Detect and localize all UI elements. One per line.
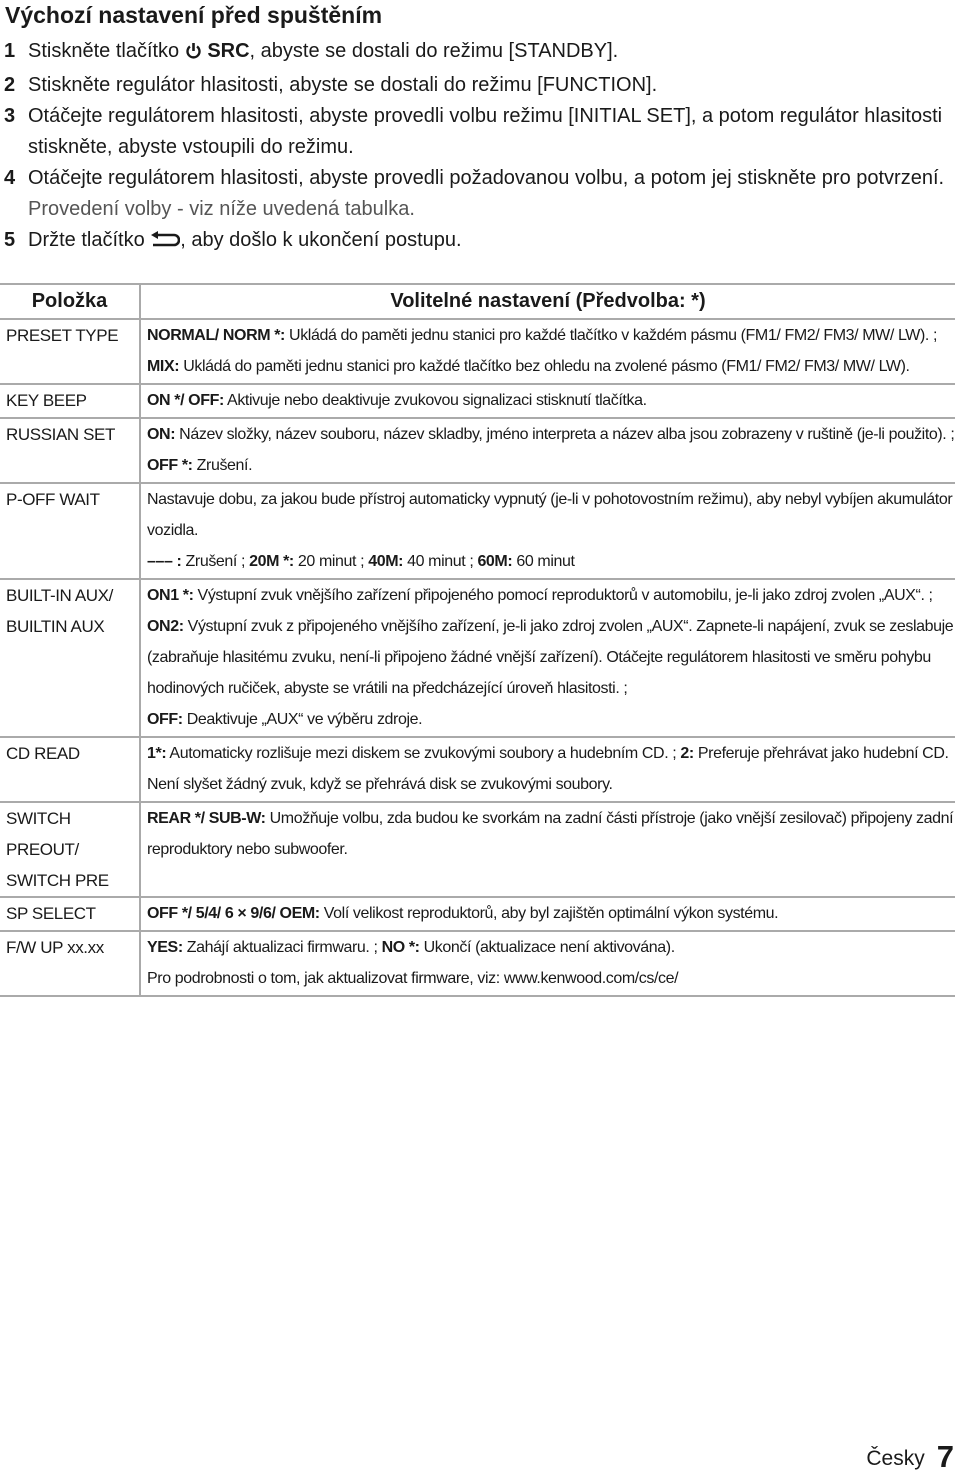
row-item-label: SWITCH PREOUT/ SWITCH PRE — [0, 802, 140, 897]
table-row — [0, 579, 955, 737]
row-options: ON: Název složky, název souboru, název skladby, jméno interpreta a název alba jsou zobrazeny v ruštině (je-li použito). ; OFF *: Zrušení. — [140, 418, 955, 483]
row-item-label: KEY BEEP — [0, 384, 140, 418]
step-number: 1 — [4, 40, 16, 62]
table-row — [0, 384, 955, 418]
step-text: Otáčejte regulátorem hlasitosti, abyste provedli požadovanou volbu, a potom jej stiskněte pro potvrzení. — [28, 167, 945, 189]
column-header-options: Volitelné nastavení (Předvolba: *) — [140, 284, 955, 319]
step-4-note: Provedení volby - viz níže uvedená tabulka. — [28, 198, 415, 220]
back-return-icon — [150, 228, 180, 259]
section-title: Výchozí nastavení před spuštěním — [5, 2, 383, 28]
row-item-label: BUILT-IN AUX/ BUILTIN AUX — [0, 579, 140, 737]
steps-list — [0, 36, 955, 259]
row-item-label: RUSSIAN SET — [0, 418, 140, 483]
step-number: 2 — [4, 74, 16, 96]
table-row — [0, 418, 955, 483]
power-icon — [185, 39, 202, 70]
step-5: 5 Držte tlačítko , aby došlo k ukončení postupu. — [0, 225, 955, 259]
table-row — [0, 802, 955, 897]
step-text: Držte tlačítko — [28, 229, 151, 251]
table-header-row — [0, 284, 955, 319]
column-header-item: Položka — [0, 284, 140, 319]
language-label: Česky — [866, 1447, 925, 1470]
src-label: SRC — [207, 40, 250, 62]
step-number: 5 — [4, 229, 16, 251]
row-item-label: P-OFF WAIT — [0, 483, 140, 579]
row-options: REAR */ SUB-W: Umožňuje volbu, zda budou ke svorkám na zadní části přístroje (jako vnější zesilovač) připojeny zadní reproduktory nebo subwoofer. — [140, 802, 955, 897]
table-row — [0, 897, 955, 931]
step-1: 1 Stiskněte tlačítko SRC, abyste se dostali do režimu [STANDBY]. — [0, 36, 955, 70]
step-text: Stiskněte tlačítko — [28, 40, 185, 62]
step-2 — [0, 70, 955, 101]
table-row — [0, 319, 955, 384]
row-options: NORMAL/ NORM *: Ukládá do paměti jednu stanici pro každé tlačítko v každém pásmu (FM1/ FM2/ FM3/ MW/ LW). ; MIX: Ukládá do paměti jednu stanici pro každé tlačítko bez ohledu na zvolené pásmo (FM1/ FM2/ FM3/ MW/ LW). — [140, 319, 955, 384]
table-row — [0, 931, 955, 996]
row-item-label: PRESET TYPE — [0, 319, 140, 384]
row-options: OFF */ 5/4/ 6 × 9/6/ OEM: Volí velikost reproduktorů, aby byl zajištěn optimální výkon systému. — [140, 897, 955, 931]
row-options: Nastavuje dobu, za jakou bude přístroj automaticky vypnutý (je-li v pohotovostním režimu), aby nebyl vybíjen akumulátor vozidla. ––– : Zrušení ; 20M *: 20 minut ; 40M: 40 minut ; 60M: 60 minut — [140, 483, 955, 579]
row-options: YES: Zahájí aktualizaci firmwaru. ; NO *: Ukončí (aktualizace není aktivována). Pro podrobnosti o tom, jak aktualizovat firmware, viz: www.kenwood.com/cs/ce/ — [140, 931, 955, 996]
table-row — [0, 737, 955, 802]
page-footer — [866, 1439, 954, 1475]
table-row — [0, 483, 955, 579]
row-item-label: F/W UP xx.xx — [0, 931, 140, 996]
row-item-label: CD READ — [0, 737, 140, 802]
row-options: 1*: Automaticky rozlišuje mezi diskem se zvukovými soubory a hudebním CD. ; 2: Preferuje přehrávat jako hudební CD. Není slyšet žádný zvuk, když se přehrává disk se zvukovými soubory. — [140, 737, 955, 802]
row-options: ON */ OFF: Aktivuje nebo deaktivuje zvukovou signalizaci stisknutí tlačítka. — [140, 384, 955, 418]
step-number: 4 — [4, 167, 16, 189]
row-options: ON1 *: Výstupní zvuk vnějšího zařízení připojeného pomocí reproduktorů v automobilu, je-li jako zdroj zvolen „AUX“. ; ON2: Výstupní zvuk z připojeného vnějšího zařízení, je-li jako zdroj zvolen „AUX“. Zapnete-li napájení, zvuk se zeslabuje (zabraňuje hlasitému zvuku, není-li připojeno žádné vnější zařízení). Otáčejte regulátorem hlasitosti ve směru pohybu hodinových ručiček, abyste se vrátili na předcházející úroveň hlasitosti. ; OFF: Deaktivuje „AUX“ ve výběru zdroje. — [140, 579, 955, 737]
step-text: Stiskněte regulátor hlasitosti, abyste se dostali do režimu [FUNCTION]. — [28, 74, 658, 96]
step-3 — [0, 101, 955, 163]
step-number: 3 — [4, 105, 16, 127]
firmware-note: Pro podrobnosti o tom, jak aktualizovat firmware, viz: www.kenwood.com/cs/ce/ — [147, 970, 679, 987]
step-text: Otáčejte regulátorem hlasitosti, abyste provedli volbu režimu [INITIAL SET], a potom regulátor hlasitosti stiskněte, abyste vstoupili do režimu. — [28, 105, 943, 158]
row-item-label: SP SELECT — [0, 897, 140, 931]
settings-table — [0, 283, 955, 997]
page-number: 7 — [936, 1439, 954, 1474]
step-4 — [0, 163, 955, 194]
